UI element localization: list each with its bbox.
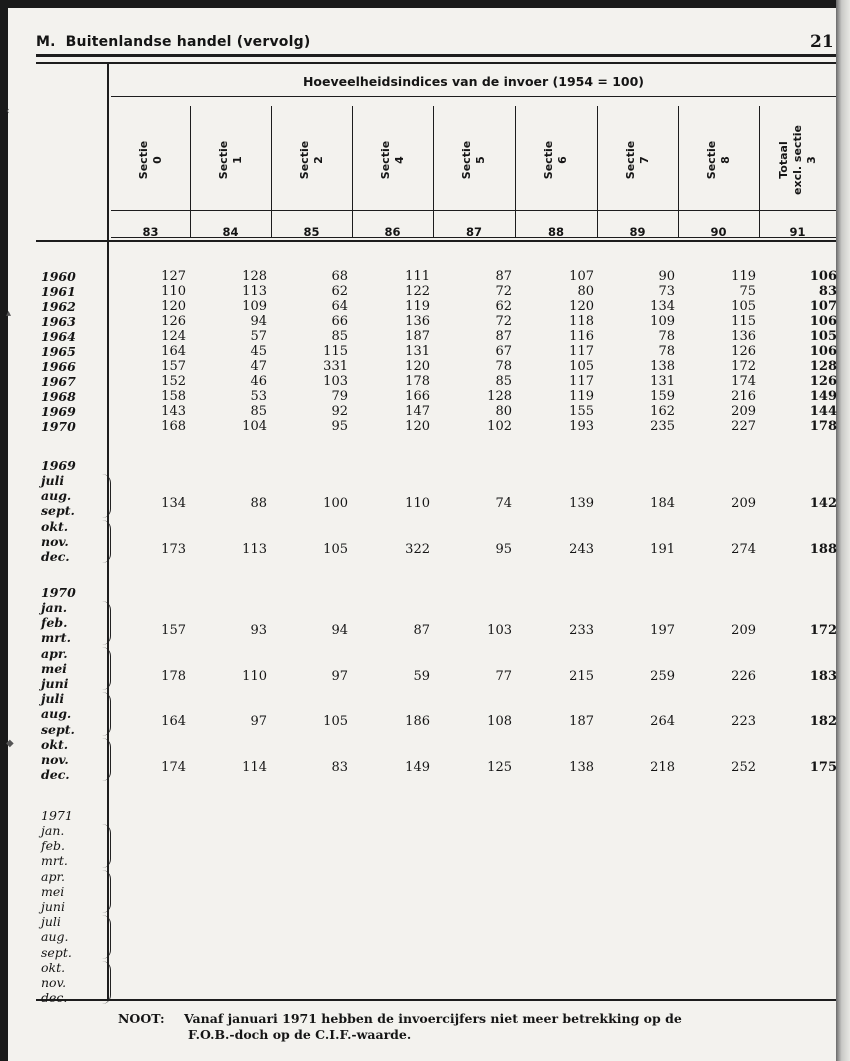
month-label: mei [41,883,65,899]
column-heading-line: 7 [637,156,651,164]
table-cell: 115 [323,344,348,359]
table-cell: 174 [161,760,186,775]
table-cell: 93 [250,623,267,639]
table-cell: 87 [413,623,430,639]
table-cell: 138 [650,359,675,374]
table-cell: 105 [809,329,837,344]
table-cell: 252 [731,760,756,775]
table-cell: 95 [495,541,512,557]
table-cell: 107 [809,299,837,314]
table-cell: 128 [487,389,512,404]
table-cell: 117 [569,374,594,389]
month-label: juni [41,676,69,691]
table-cell: 62 [331,284,348,299]
heading-rule [111,210,836,211]
table-cell: 264 [650,714,675,730]
table-cell: 178 [161,668,186,684]
table-cell: 80 [495,404,512,419]
table-cell: 120 [405,419,430,434]
year-label: 1963 [41,314,76,329]
column-heading-line: Sectie [460,140,473,180]
table-cell: 183 [809,668,837,684]
table-cell: 174 [731,374,756,389]
table-cell: 193 [569,419,594,434]
table-cell: 218 [650,760,675,775]
column-heading-line: 0 [150,156,164,164]
table-cell: 105 [323,714,348,730]
table-cell: 88 [250,496,267,512]
table-cell: 157 [161,623,186,639]
table-cell: 164 [161,714,186,730]
table-cell: 94 [331,623,348,639]
month-label: juli [41,473,65,488]
table-cell: 178 [809,419,837,434]
table-cell: 119 [731,269,756,284]
table-cell: 108 [487,714,512,730]
table-cell: 78 [495,359,512,374]
table-cell: 107 [569,269,594,284]
table-cell: 106 [809,344,837,359]
table-cell: 68 [331,269,348,284]
table-cell: 59 [413,668,430,684]
table-cell: 103 [487,623,512,639]
column-divider [433,106,434,237]
table-cell: 209 [731,404,756,419]
month-label: jan. [41,823,65,838]
column-heading [542,110,570,210]
quarter-brace [102,824,111,868]
year-label: 1966 [41,359,76,374]
month-label: aug. [41,488,72,504]
year-label: 1965 [41,344,76,359]
table-cell: 172 [731,359,756,374]
table-cell: 80 [577,284,594,299]
column-heading [298,110,326,210]
table-cell: 131 [650,374,675,389]
table-cell: 159 [650,389,675,404]
table-cell: 114 [242,760,267,775]
table-cell: 87 [495,329,512,344]
block-year-label: 1970 [41,585,76,600]
column-heading-line: 5 [474,156,487,164]
year-label: 1962 [41,299,76,314]
table-cell: 105 [323,541,348,557]
table-cell: 85 [250,404,267,419]
column-number: 84 [222,225,239,239]
table-cell: 110 [161,284,186,299]
column-heading-line: Sectie [136,140,150,180]
table-cell: 149 [809,389,837,404]
block-year-label: 1969 [41,458,76,473]
table-cell: 78 [658,344,675,359]
table-cell: 87 [495,269,512,284]
year-label: 1967 [41,374,76,389]
month-label: nov. [41,533,69,549]
column-heading-line: 1 [230,156,244,164]
month-label: dec. [41,549,70,564]
table-cell: 142 [809,496,837,512]
table-cell: 64 [331,299,348,314]
column-divider [271,106,272,237]
table-cell: 172 [809,623,837,639]
month-label: juni [41,899,65,914]
table-cell: 184 [650,496,675,512]
column-heading-line: Sectie [216,140,230,180]
table-cell: 113 [242,541,267,557]
quarter-brace [102,601,111,645]
table-cell: 83 [331,760,348,775]
binding-mark: ◆ [6,738,14,749]
column-number: 87 [465,225,482,239]
column-heading-line: 3 [804,156,818,164]
table-cell: 259 [650,668,675,684]
quarter-brace [102,738,111,782]
column-heading [705,110,733,210]
table-cell: 122 [405,284,430,299]
column-heading [624,110,652,210]
table-cell: 187 [405,329,430,344]
year-label: 1970 [41,419,76,434]
table-cell: 94 [250,314,267,329]
month-label: feb. [41,838,65,854]
table-cell: 116 [569,329,594,344]
table-cell: 124 [161,329,186,344]
table-cell: 125 [487,760,512,775]
table-cell: 119 [405,299,430,314]
column-heading [379,110,407,210]
table-cell: 175 [809,760,837,775]
table-cell: 191 [650,541,675,557]
month-label: mrt. [41,630,71,646]
table-cell: 97 [250,714,267,730]
table-cell: 106 [809,314,837,329]
month-label: okt. [41,736,69,752]
footnote-line-1: Vanaf januari 1971 hebben de invoercijfers niet meer betrekking op de [184,1011,682,1026]
column-number: 89 [629,225,646,239]
month-label: dec. [41,990,68,1006]
column-heading-line: Sectie [378,140,392,180]
table-cell: 105 [569,359,594,374]
month-label: okt. [41,959,66,975]
table-cell: 186 [405,714,430,730]
table-cell: 109 [650,314,675,329]
column-heading [777,110,819,210]
table-cell: 110 [242,668,267,684]
column-divider [352,106,353,237]
table-cell: 120 [569,299,594,314]
table-cell: 215 [569,668,594,684]
table-cell: 109 [242,299,267,314]
table-cell: 166 [405,389,430,404]
table-cell: 73 [658,284,675,299]
table-cell: 144 [809,404,837,419]
page-header [36,34,310,50]
table-cell: 75 [739,284,756,299]
table-cell: 168 [161,419,186,434]
month-label: okt. [41,518,69,534]
table-cell: 105 [731,299,756,314]
table-cell: 134 [650,299,675,314]
table-cell: 128 [242,269,267,284]
body-top-rule [36,240,836,242]
table-cell: 158 [161,389,186,404]
page-edge [836,0,850,1061]
column-number: 86 [384,225,401,239]
table-cell: 131 [405,344,430,359]
table-cell: 187 [569,714,594,730]
table-cell: 173 [161,541,186,557]
header-rule [36,54,836,57]
table-cell: 164 [161,344,186,359]
column-divider [190,106,191,237]
table-cell: 46 [250,374,267,389]
table-cell: 106 [809,269,837,284]
table-cell: 78 [658,329,675,344]
binding-mark: ‹ [6,106,10,117]
table-cell: 233 [569,623,594,639]
year-label: 1968 [41,389,76,404]
table-cell: 147 [405,404,430,419]
quarter-brace [102,474,111,518]
month-label: dec. [41,767,70,783]
table-cell: 115 [731,314,756,329]
quarter-brace [102,870,111,914]
column-heading-line: Sectie [297,140,311,180]
month-label: sept. [41,944,72,960]
table-cell: 152 [161,374,186,389]
column-divider [759,106,760,237]
column-heading-line: 4 [392,156,406,164]
table-cell: 97 [331,668,348,684]
table-cell: 331 [323,359,348,374]
bottom-table-rule [36,999,836,1001]
table-cell: 139 [569,496,594,512]
column-divider [597,106,598,237]
month-label: apr. [41,868,66,884]
table-cell: 226 [731,668,756,684]
section-letter: M. [36,34,56,50]
table-cell: 227 [731,419,756,434]
column-number: 88 [547,225,564,239]
table-cell: 119 [569,389,594,404]
table-cell: 85 [495,374,512,389]
table-cell: 136 [731,329,756,344]
table-cell: 118 [569,314,594,329]
quarter-brace [102,915,111,959]
column-divider [515,106,516,237]
table-cell: 100 [323,496,348,512]
table-cell: 45 [250,344,267,359]
column-heading-line: 2 [311,156,325,164]
table-title: Hoeveelheidsindices van de invoer (1954 = 100) [302,74,645,89]
quarter-brace [102,520,111,564]
table-cell: 67 [495,344,512,359]
column-heading-line: excl. sectie [790,125,804,195]
table-cell: 138 [569,760,594,775]
table-cell: 47 [250,359,267,374]
table-cell: 120 [405,359,430,374]
month-label: jan. [41,600,68,615]
table-cell: 274 [731,541,756,557]
table-cell: 209 [731,623,756,639]
year-label: 1961 [41,284,76,299]
table-cell: 120 [161,299,186,314]
month-label: sept. [41,721,75,737]
table-cell: 92 [331,404,348,419]
table-cell: 79 [331,389,348,404]
month-label: mrt. [41,853,68,869]
quarter-brace [102,692,111,736]
year-label: 1964 [41,329,76,344]
table-cell: 188 [809,541,837,557]
table-cell: 162 [650,404,675,419]
section-title: Buitenlandse handel (vervolg) [65,34,311,50]
month-label: nov. [41,752,69,767]
column-number: 91 [789,225,806,239]
footnote [118,1011,682,1043]
table-cell: 72 [495,284,512,299]
table-cell: 126 [161,314,186,329]
month-label: juli [41,914,61,930]
column-heading-line: 6 [556,156,569,164]
table-cell: 102 [487,419,512,434]
table-cell: 85 [331,329,348,344]
table-cell: 110 [405,496,430,512]
block-year-label: 1971 [41,808,73,823]
month-label: juli [41,691,65,707]
month-label: apr. [41,645,68,661]
table-cell: 62 [495,299,512,314]
column-heading [460,110,488,210]
month-label: mei [41,660,67,676]
footnote-label: NOOT: [118,1011,165,1026]
footnote-line-2: F.O.B.-doch op de C.I.F.-waarde. [188,1027,412,1042]
table-cell: 136 [405,314,430,329]
column-number: 90 [710,225,727,239]
table-cell: 209 [731,496,756,512]
table-cell: 149 [405,760,430,775]
month-label: aug. [41,929,69,945]
table-cell: 83 [818,284,837,299]
year-label: 1969 [41,404,76,419]
table-cell: 57 [250,329,267,344]
table-cell: 74 [495,496,512,512]
month-label: sept. [41,503,75,519]
quarter-brace [102,647,111,691]
table-cell: 128 [809,359,837,374]
year-label: 1960 [41,269,76,284]
table-cell: 178 [405,374,430,389]
table-cell: 322 [405,541,430,557]
month-label: nov. [41,975,67,990]
title-rule [111,96,836,97]
table-cell: 143 [161,404,186,419]
column-divider [678,106,679,237]
column-number: 85 [303,225,320,239]
table-cell: 157 [161,359,186,374]
month-label: aug. [41,706,72,722]
table-cell: 182 [809,714,837,730]
table-cell: 223 [731,714,756,730]
table-cell: 66 [331,314,348,329]
table-cell: 126 [731,344,756,359]
table-cell: 103 [323,374,348,389]
table-cell: 95 [331,419,348,434]
quarter-brace [102,961,111,1005]
page-number: 21 [810,32,834,52]
table-cell: 113 [242,284,267,299]
top-table-rule [36,62,836,64]
table-cell: 126 [809,374,837,389]
table-cell: 117 [569,344,594,359]
table-cell: 127 [161,269,186,284]
table-cell: 104 [242,419,267,434]
column-heading [137,110,165,210]
table-cell: 77 [495,668,512,684]
table-cell: 235 [650,419,675,434]
table-cell: 197 [650,623,675,639]
column-heading [217,110,245,210]
table-cell: 111 [405,269,430,284]
month-label: feb. [41,615,68,631]
column-heading-line: Sectie [623,140,637,180]
column-heading-line: Totaal [776,141,790,179]
column-number: 83 [142,225,159,239]
table-cell: 72 [495,314,512,329]
table-cell: 90 [658,269,675,284]
binding-mark: ▴ [6,308,12,319]
column-heading-line: 8 [718,156,732,164]
column-heading-line: Sectie [704,140,718,180]
table-cell: 216 [731,389,756,404]
table-cell: 53 [250,389,267,404]
column-heading-line: Sectie [542,140,555,180]
document-page [8,8,836,1061]
table-cell: 243 [569,541,594,557]
table-cell: 155 [569,404,594,419]
table-cell: 134 [161,496,186,512]
